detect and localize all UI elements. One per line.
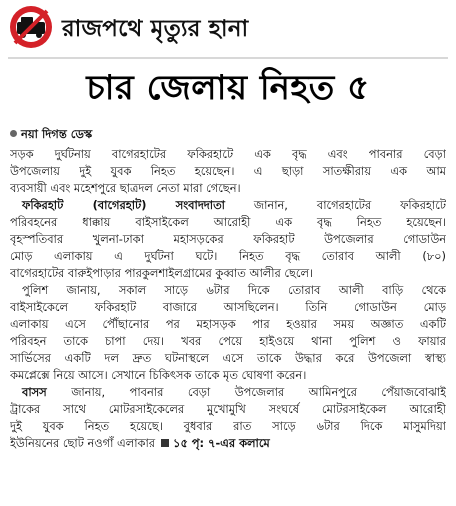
body-line: এলাকায় এসে পৌঁছানোর পর মহাসড়ক পার হওয়ার সময় অজ্ঞাত একটি: [10, 317, 446, 331]
header-rule: [8, 57, 448, 59]
dateline: বাসস: [22, 385, 47, 399]
body-line: পরিবহনের ধাক্কায় বাইসাইকেল আরোহী এক বৃদ্ধ নিহত হয়েছেন।: [10, 215, 446, 229]
body-line: বৃহস্পতিবার খুলনা-ঢাকা মহাসড়কের ফকিরহাট উপজেলার গোডাউন: [10, 232, 446, 246]
body-line: সড়ক দুর্ঘটনায় বাগেরহাটের ফকিরহাটে এক বৃদ্ধ এবং পাবনার বেড়া: [10, 147, 446, 161]
body-line: বাগেরহাটের বারুইপাড়ার পারকুলশাইলগ্রামের কুব্বাত আলীর ছেলে।: [10, 266, 314, 280]
body-line: মোড় এলাকায় এ দুর্ঘটনা ঘটে। নিহত বৃদ্ধ তোরাব আলী (৮০): [10, 249, 446, 263]
body-line: ব্যবসায়ী এবং মহেশপুরে ছাত্রদল নেতা মারা গেছেন।: [10, 181, 241, 195]
continuation-square-icon: [161, 439, 169, 447]
article-body: [10, 146, 446, 452]
section-kicker: রাজপথে মৃত্যুর হানা: [62, 16, 249, 42]
section-header: [0, 0, 456, 56]
bullet-icon: [10, 130, 17, 137]
body-line: বাইসাইকেলে ফকিরহাট বাজারে আসছিলেন। তিনি গোডাউন মোড়: [10, 300, 446, 314]
body-line: দুই যুবক নিহত হয়েছে। বুধবার রাত সাড়ে ৬টার দিকে মাসুমদিয়া: [10, 419, 446, 433]
road-accident-logo-icon: [8, 4, 54, 50]
body-line: কমপ্লেক্সে নিয়ে আসে। সেখানে চিকিৎসক তাকে মৃত ঘোষণা করেন।: [10, 368, 307, 382]
byline-text: নয়া দিগন্ত ডেস্ক: [21, 127, 93, 141]
byline: [10, 126, 92, 145]
body-line: ইউনিয়নের ছোট নওগাঁ এলাকার ১৫ পৃ: ৭-এর কলামে: [10, 436, 270, 450]
body-line: ফকিরহাট (বাগেরহাট) সংবাদদাতা জানান, বাগেরহাটের ফকিরহাটে: [22, 198, 446, 212]
dateline: ফকিরহাট (বাগেরহাট) সংবাদদাতা: [22, 198, 225, 212]
body-line: উপজেলায় দুই যুবক নিহত হয়েছেন। এ ছাড়া সাতক্ষীরায় এক আম: [10, 164, 446, 178]
body-line: সার্ভিসের একটি দল দ্রুত ঘটনাস্থলে এসে তাকে উদ্ধার করে উপজেলা স্বাস্থ্য: [10, 351, 446, 365]
body-line: পরিবহন তাকে চাপা দেয়। খবর পেয়ে হাইওয়ে থানা পুলিশ ও ফায়ার: [10, 334, 446, 348]
body-line: পুলিশ জানায়, সকাল সাড়ে ৬টার দিকে তোরাব আলী বাড়ি থেকে: [22, 283, 446, 297]
continuation-jump[interactable]: ১৫ পৃ: ৭-এর কলামে: [173, 436, 270, 450]
body-line: ট্রাকের সাথে মোটরসাইকেলের মুখোমুখি সংঘর্ষে মোটরসাইকেল আরোহী: [10, 402, 446, 416]
headline: চার জেলায় নিহত ৫: [86, 68, 370, 108]
body-line: বাসস জানায়, পাবনার বেড়া উপজেলার আমিনপুরে পেঁয়াজবোঝাই: [22, 385, 446, 399]
